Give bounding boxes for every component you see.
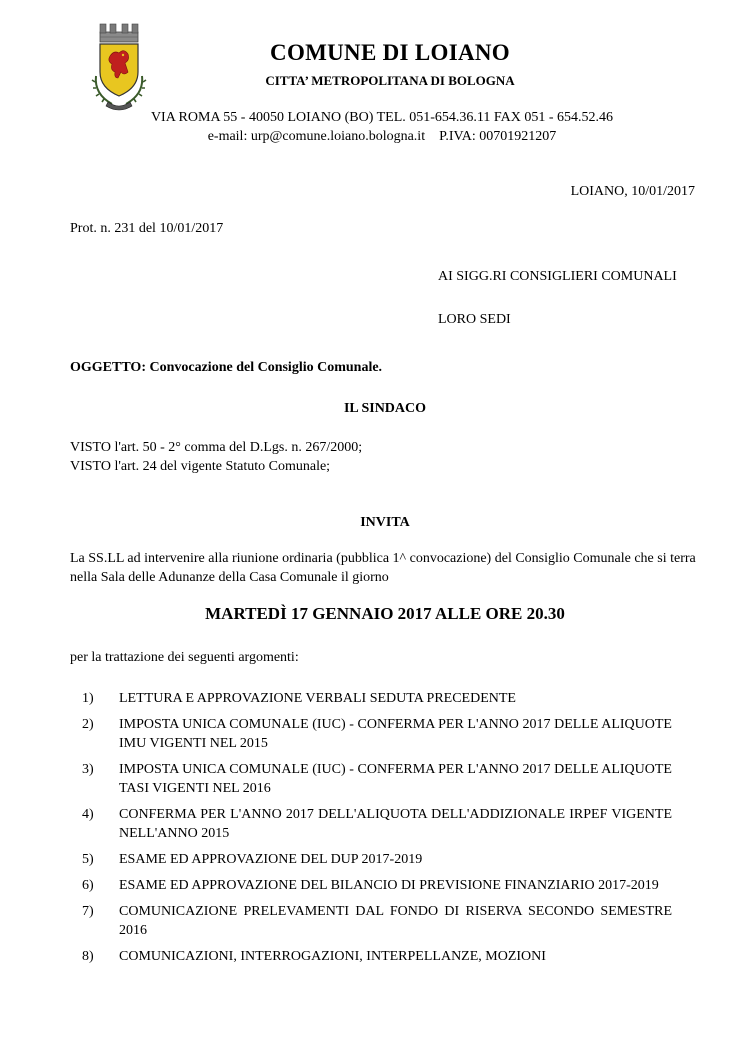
agenda-item-text: IMPOSTA UNICA COMUNALE (IUC) - CONFERMA PER L'ANNO 2017 DELLE ALIQUOTE TASI VIGENTI NEL 2016 xyxy=(119,762,672,796)
agenda-item-number: 7) xyxy=(82,904,94,919)
agenda-item xyxy=(82,715,672,753)
agenda-item-number: 6) xyxy=(82,878,94,893)
municipal-crest-icon xyxy=(88,20,150,112)
agenda-item-text: ESAME ED APPROVAZIONE DEL BILANCIO DI PREVISIONE FINANZIARIO 2017-2019 xyxy=(119,878,659,893)
heading-invita: INVITA xyxy=(360,515,410,530)
agenda-item-number: 8) xyxy=(82,949,94,964)
agenda-intro: per la trattazione dei seguenti argomenti: xyxy=(70,650,299,665)
agenda-item xyxy=(82,902,672,940)
agenda-item-number: 3) xyxy=(82,762,94,777)
contact-line: e-mail: urp@comune.loiano.bologna.it P.IVA: 00701921207 xyxy=(207,129,557,144)
meeting-date-time: MARTEDÌ 17 GENNAIO 2017 ALLE ORE 20.30 xyxy=(205,604,565,623)
agenda-item-text: IMPOSTA UNICA COMUNALE (IUC) - CONFERMA PER L'ANNO 2017 DELLE ALIQUOTE IMU VIGENTI NEL 2015 xyxy=(119,717,672,751)
agenda-item-number: 1) xyxy=(82,691,94,706)
agenda-list xyxy=(82,689,672,973)
invitation-paragraph: La SS.LL ad intervenire alla riunione ordinaria (pubblica 1^ convocazione) del Consiglio Comunale che si terra nella Sala delle Adunanze della Casa Comunale il giorno xyxy=(70,551,696,585)
agenda-item xyxy=(82,850,672,869)
agenda-item xyxy=(82,760,672,798)
letter-date: LOIANO, 10/01/2017 xyxy=(570,184,695,199)
agenda-item-text: LETTURA E APPROVAZIONE VERBALI SEDUTA PRECEDENTE xyxy=(119,691,516,706)
subject-line: OGGETTO: Convocazione del Consiglio Comunale. xyxy=(70,360,383,375)
protocol-number: Prot. n. 231 del 10/01/2017 xyxy=(70,221,224,236)
recipient-line: LORO SEDI xyxy=(438,312,511,327)
agenda-item xyxy=(82,876,672,895)
agenda-item-text: CONFERMA PER L'ANNO 2017 DELL'ALIQUOTA DELL'ADDIZIONALE IRPEF VIGENTE NELL'ANNO 2015 xyxy=(119,807,672,841)
agenda-item xyxy=(82,689,672,708)
agenda-item-text: COMUNICAZIONE PRELEVAMENTI DAL FONDO DI RISERVA SECONDO SEMESTRE 2016 xyxy=(119,904,672,938)
agenda-item-text: ESAME ED APPROVAZIONE DEL DUP 2017-2019 xyxy=(119,852,423,867)
heading-sindaco: IL SINDACO xyxy=(343,401,427,416)
address-line: VIA ROMA 55 - 40050 LOIANO (BO) TEL. 051-654.36.11 FAX 051 - 654.52.46 xyxy=(150,110,614,125)
municipality-subtitle: CITTA’ METROPOLITANA DI BOLOGNA xyxy=(265,73,515,88)
agenda-item-number: 2) xyxy=(82,717,94,732)
agenda-item-number: 5) xyxy=(82,852,94,867)
agenda-item xyxy=(82,805,672,843)
agenda-item xyxy=(82,947,672,966)
agenda-item-number: 4) xyxy=(82,807,94,822)
agenda-item-text: COMUNICAZIONI, INTERROGAZIONI, INTERPELLANZE, MOZIONI xyxy=(119,949,546,964)
municipality-title: COMUNE DI LOIANO xyxy=(270,40,510,65)
legal-reference: VISTO l'art. 50 - 2° comma del D.Lgs. n. 267/2000; xyxy=(70,440,363,455)
legal-reference: VISTO l'art. 24 del vigente Statuto Comunale; xyxy=(70,459,331,474)
recipient-line: AI SIGG.RI CONSIGLIERI COMUNALI xyxy=(438,269,677,284)
